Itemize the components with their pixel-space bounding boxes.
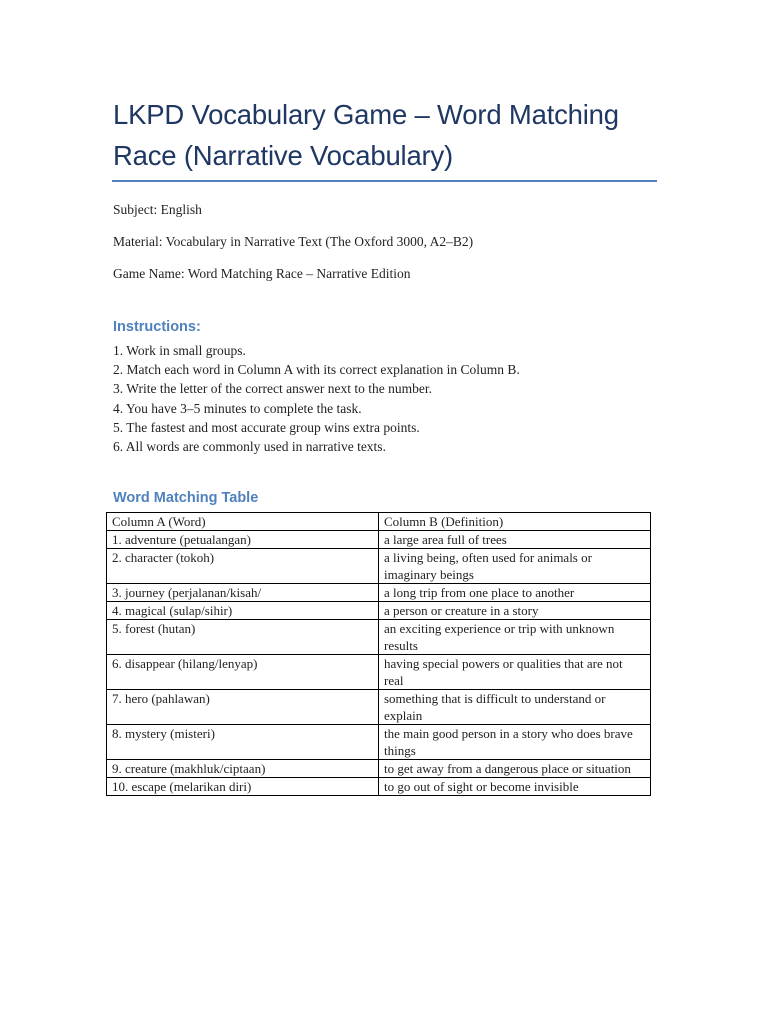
definition-cell: having special powers or qualities that are not real (379, 655, 651, 690)
table-row (107, 549, 651, 584)
column-a-header: Column A (Word) (107, 513, 379, 531)
table-row (107, 531, 651, 549)
table-heading: Word Matching Table (113, 490, 259, 506)
definition-cell: to get away from a dangerous place or situation (379, 760, 651, 778)
word-cell: 4. magical (sulap/sihir) (107, 602, 379, 620)
word-cell: 1. adventure (petualangan) (107, 531, 379, 549)
word-cell: 10. escape (melarikan diri) (107, 778, 379, 796)
title-underline (112, 180, 657, 182)
word-cell: 6. disappear (hilang/lenyap) (107, 655, 379, 690)
table-row (107, 778, 651, 796)
instruction-item: 2. Match each word in Column A with its correct explanation in Column B. (113, 362, 520, 378)
table-row (107, 690, 651, 725)
table-row (107, 655, 651, 690)
instruction-item: 5. The fastest and most accurate group wins extra points. (113, 419, 420, 435)
instructions-list (113, 341, 658, 456)
instruction-item: 3. Write the letter of the correct answer next to the number. (113, 381, 432, 397)
document-title: LKPD Vocabulary Game – Word Matching Race (Narrative Vocabulary) (113, 99, 619, 171)
instruction-item: 6. All words are commonly used in narrative texts. (113, 439, 386, 455)
table-row (107, 760, 651, 778)
definition-cell: a large area full of trees (379, 531, 651, 549)
table-row (107, 602, 651, 620)
subject-line: Subject: English (113, 202, 202, 217)
game-name-line: Game Name: Word Matching Race – Narrative Edition (113, 266, 411, 281)
word-matching-table (106, 512, 651, 796)
table-row (107, 725, 651, 760)
instruction-item: 4. You have 3–5 minutes to complete the task. (113, 400, 362, 416)
column-b-header: Column B (Definition) (379, 513, 651, 531)
word-cell: 2. character (tokoh) (107, 549, 379, 584)
table-header-row (107, 513, 651, 531)
word-cell: 5. forest (hutan) (107, 620, 379, 655)
definition-cell: a living being, often used for animals or imaginary beings (379, 549, 651, 584)
word-cell: 9. creature (makhluk/ciptaan) (107, 760, 379, 778)
word-cell: 3. journey (perjalanan/kisah/ (107, 584, 379, 602)
definition-cell: to go out of sight or become invisible (379, 778, 651, 796)
word-cell: 7. hero (pahlawan) (107, 690, 379, 725)
definition-cell: the main good person in a story who does brave things (379, 725, 651, 760)
definition-cell: an exciting experience or trip with unknown results (379, 620, 651, 655)
word-cell: 8. mystery (misteri) (107, 725, 379, 760)
definition-cell: a person or creature in a story (379, 602, 651, 620)
definition-cell: a long trip from one place to another (379, 584, 651, 602)
material-line: Material: Vocabulary in Narrative Text (The Oxford 3000, A2–B2) (113, 234, 474, 249)
table-row (107, 584, 651, 602)
instructions-heading: Instructions: (113, 319, 201, 335)
definition-cell: something that is difficult to understand or explain (379, 690, 651, 725)
table-row (107, 620, 651, 655)
instruction-item: 1. Work in small groups. (113, 343, 246, 358)
